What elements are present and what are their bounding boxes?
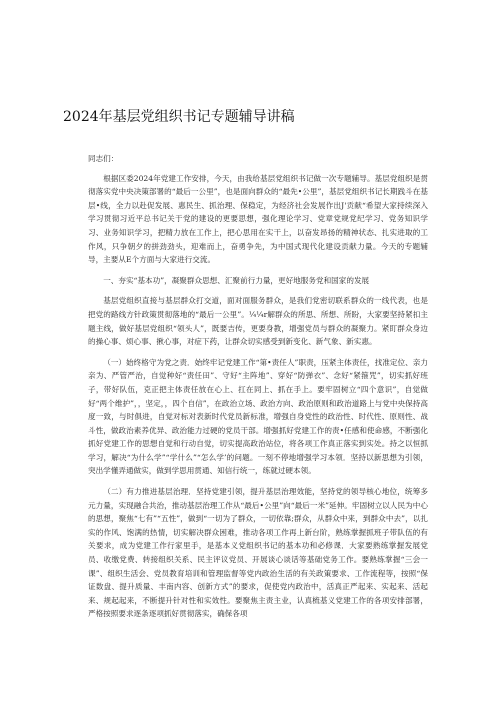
greeting: 同志们： <box>88 154 119 163</box>
paragraph-subsection-2: （二）有力推进基层治理．坚持党建引领，提升基层治理效能，坚持党的领导核心地位，统筹多元力量，实现融合共治，推动基层治理工作从“最后•公里”向“最后一米”延伸。牢固树立以人民为中心的思想，聚焦“七有”“五性”，做到“一切为了群众，一切依靠;群众，从群众中来，到群众中去”，以扎实的作风、饱满的热情，切实解决群众困难，推动各项工作再上新台阶，熟练掌握抓班子带队伍的有关要求，成为党建工作行家里手，是基本义党组织书记的基本功和必修课．大家要熟练掌握发展党员、收缴党费、转接组织关系、民主评议党员、开展谈心谈话等基础党务工作。要熟练掌握“三会一课”、组织生活会、党员教育培训和管理监督等党内政治生活的有关政策要求、工作流程等，按照“保证数盘、提升质量、丰南内容、创新方式”的要求，促使党内政治中，活真正严起来、实起来、活起来、规起起来，不断提升针对性和实效性。要聚焦主责主业，认真梳基义党建工作的各项安排部署，严格按照要求逐条逐项抓好贯彻落实，确保各项 <box>88 487 428 619</box>
paragraph-intro: 根据区委2024年党建工作安排，今天，由我给基层党组织书记做一次专题辅导。基层党组织是贯彻落实党中央决策部署的“最后一公里”，也是面向群众的“最先•公里”，基层党组织书记长期践斗在基层•线，全力以赴促发展、惠民生、抓治理、保稳定，为经济社会发展作出J'贡献“希望大家持续深入学习贯彻习近平总书记关于党的建设的更要思想，强化理论学习、党章党规党纪学习、党务知识学习、业务知识学习，把精力放在工作上，把心思用在实干上，以奋发昂扬的精神状态、扎实进取的工作风，只争朝夕的拼劲劲头，迎难而上，奋勇争先，为中国式现代化建设贡献力量。今天的专题辅导，主要从E个方面与大家进行交流。 <box>88 173 428 265</box>
paragraph-subsection-1: （一）始终格守为党之责．始终牢记党建工作“第•责任人”职责，压紧主体责任，找准定位、亲力亲为、严管严治，自觉种好“责任田”、守好“主阵地”、穿好“防弹衣”、念好“紧箍咒”，切实抓好班子，带好队伍，克正把主体责任放在心上、扛在同上、抓在手上。要牢固树立“四个意识”，自觉做好“两个维护”，，坚定，，四个自信”，在政治立场、政治方向、政治原则和政治道路上与党中央保持高度一致，与时俱进，自觉对标对表新时代党员新标准，增强自身党性的政治性、时代性、原则性、战斗性，做政治素养优异、政治能力过硬的党员干部。增强抓好党建工作的责•任感和使命感，不断强化抓好党建工作的思想自觉和行动自觉，切实提高政治站位，将各项工作真正落实到实处。持之以恒抓学习，解决“为什么学”“学什么”“怎么学’的问题。一刻不停地增强学习本领．坚持以新思想为引领，突出学懂弄通做实，做到学思用贯通、知信行统一，练就过硬本领。 <box>88 357 428 476</box>
section-heading-1: 一、夯实“基本功”，凝聚群众思想、汇聚前行力量，更好地服务党和国家的发展 <box>103 275 370 285</box>
paragraph-section-1: 基层党组织直接与基层群众打交道，面对面服务群众，是我们党密切联系群众的一线代表，也是把党的路线方针政策贯彻落地的“最后一公里”。¼¼r解群众的所思、所想、所盼，大家要坚持紧扣主题主线，做好基层党组织“领头人”，既要吉传，更要身教，增强党员与群众的凝聚力。紧盯群众身边的操心事、烦心事、揪心事，对症下药，让群众切实感受到新变化、新气象、新实惠。 <box>88 296 428 347</box>
document-title: 2024年基层党组织书记专题辅导讲稿 <box>63 109 295 125</box>
document-body <box>88 152 428 625</box>
